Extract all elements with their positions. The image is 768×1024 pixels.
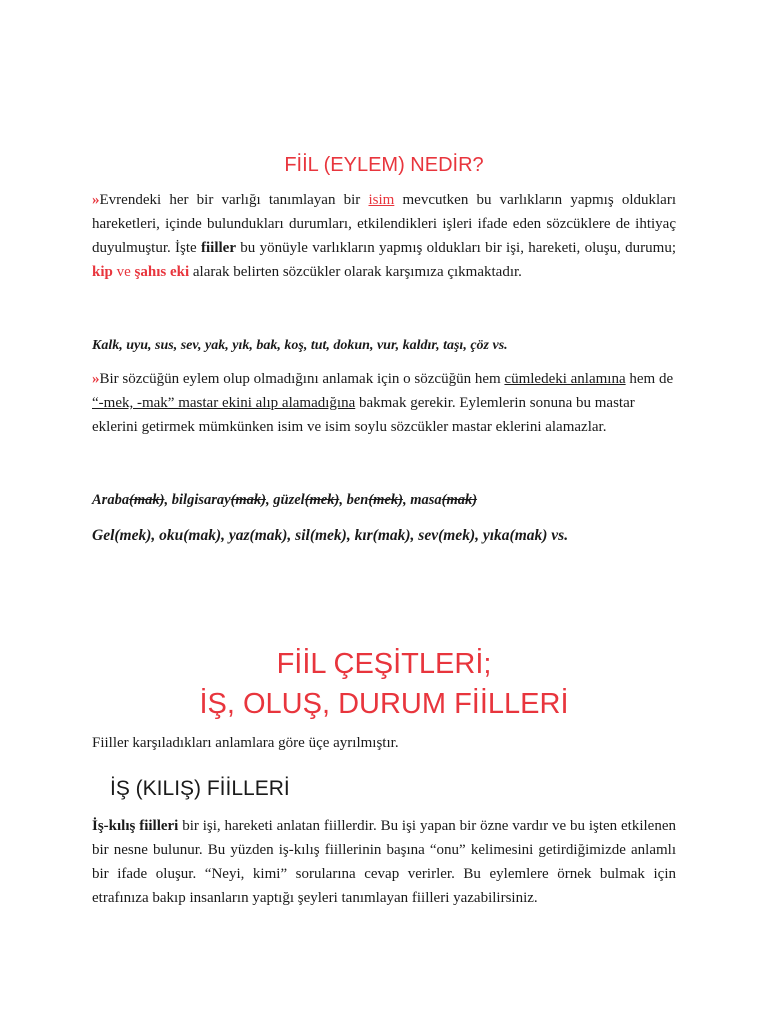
- struck-suffix: (mak): [230, 492, 267, 508]
- isim-link[interactable]: isim: [368, 192, 395, 208]
- sahis-eki-term: şahıs eki: [134, 264, 190, 280]
- is-kilis-paragraph: İş-kılış fiilleri bir işi, hareketi anlatan fiillerdir. Bu işi yapan bir özne vardır ve bu işten etkilenen bir nesne bulunur. Bu yüzden iş-kılış fiillerinin başına “onu” kelimesini getirdiğimizde anlamlı bir ifade oluşur. “Neyi, kimi” sorularına cevap verirler. Bu eylemlere örnek bulmak için etrafınıza bakıp insanların yaptığı şeyleri tanımlayan fiilleri yazabilirsiniz.: [92, 818, 676, 906]
- struck-suffix: (mak): [129, 492, 165, 508]
- struck-suffix: (mek): [304, 492, 340, 508]
- is-kilis-term: İş-kılış fiilleri: [92, 818, 179, 834]
- struck-suffix: (mek): [368, 492, 403, 508]
- mastar-verb-examples: Gel(mek), oku(mak), yaz(mak), sil(mek), kır(mak), sev(mek), yıka(mak) vs.: [92, 527, 569, 544]
- subheading: İŞ (KILIŞ) FİİLLERİ: [110, 777, 290, 800]
- intro-paragraph: »Evrendeki her bir varlığı tanımlayan bir isim mevcutken bu varlıkların yapmış oldukları hareketleri, içinde bulundukları durumları, etkilendikleri işleri ifade eden sözcüklere de ihtiyaç duyulmuştur. İşte fiiller bu yönüyle varlıkların yapmış oldukları bir işi, hareketi, oluşu, durumu; kip ve şahıs eki alarak belirten sözcükler olarak karşımıza çıkmaktadır.: [92, 192, 676, 280]
- fiiller-term: fiiller: [201, 240, 236, 256]
- section-heading-line2: İŞ, OLUŞ, DURUM FİİLLERİ: [199, 688, 569, 720]
- bullet-marker: »: [92, 192, 100, 208]
- underlined-phrase: “-mek, -mak” mastar ekini alıp alamadığına: [92, 395, 356, 411]
- section-heading-line1: FİİL ÇEŞİTLERİ;: [276, 648, 492, 680]
- noun-examples: Araba(mak), bilgisaray(mak), güzel(mek), ben(mek), masa(mak): [92, 492, 478, 508]
- mastar-paragraph: »Bir sözcüğün eylem olup olmadığını anlamak için o sözcüğün hem cümledeki anlamına hem de “-mek, -mak” mastar ekini alıp alamadığına bakmak gerekir. Eylemlerin sonuna bu mastar eklerini getirmek mümkünken isim ve isim soylu sözcükler mastar eklerini alamazlar.: [92, 371, 674, 435]
- bullet-marker: »: [92, 371, 100, 387]
- kip-term: kip: [92, 264, 113, 280]
- verb-examples: Kalk, uyu, sus, sev, yak, yık, bak, koş, tut, dokun, vur, kaldır, taşı, çöz vs.: [92, 338, 508, 353]
- underlined-phrase: cümledeki anlamına: [504, 371, 626, 387]
- page-title: FİİL (EYLEM) NEDİR?: [284, 154, 484, 176]
- section-intro: Fiiller karşıladıkları anlamlara göre üçe ayrılmıştır.: [92, 735, 399, 751]
- struck-suffix: (mak): [441, 492, 478, 508]
